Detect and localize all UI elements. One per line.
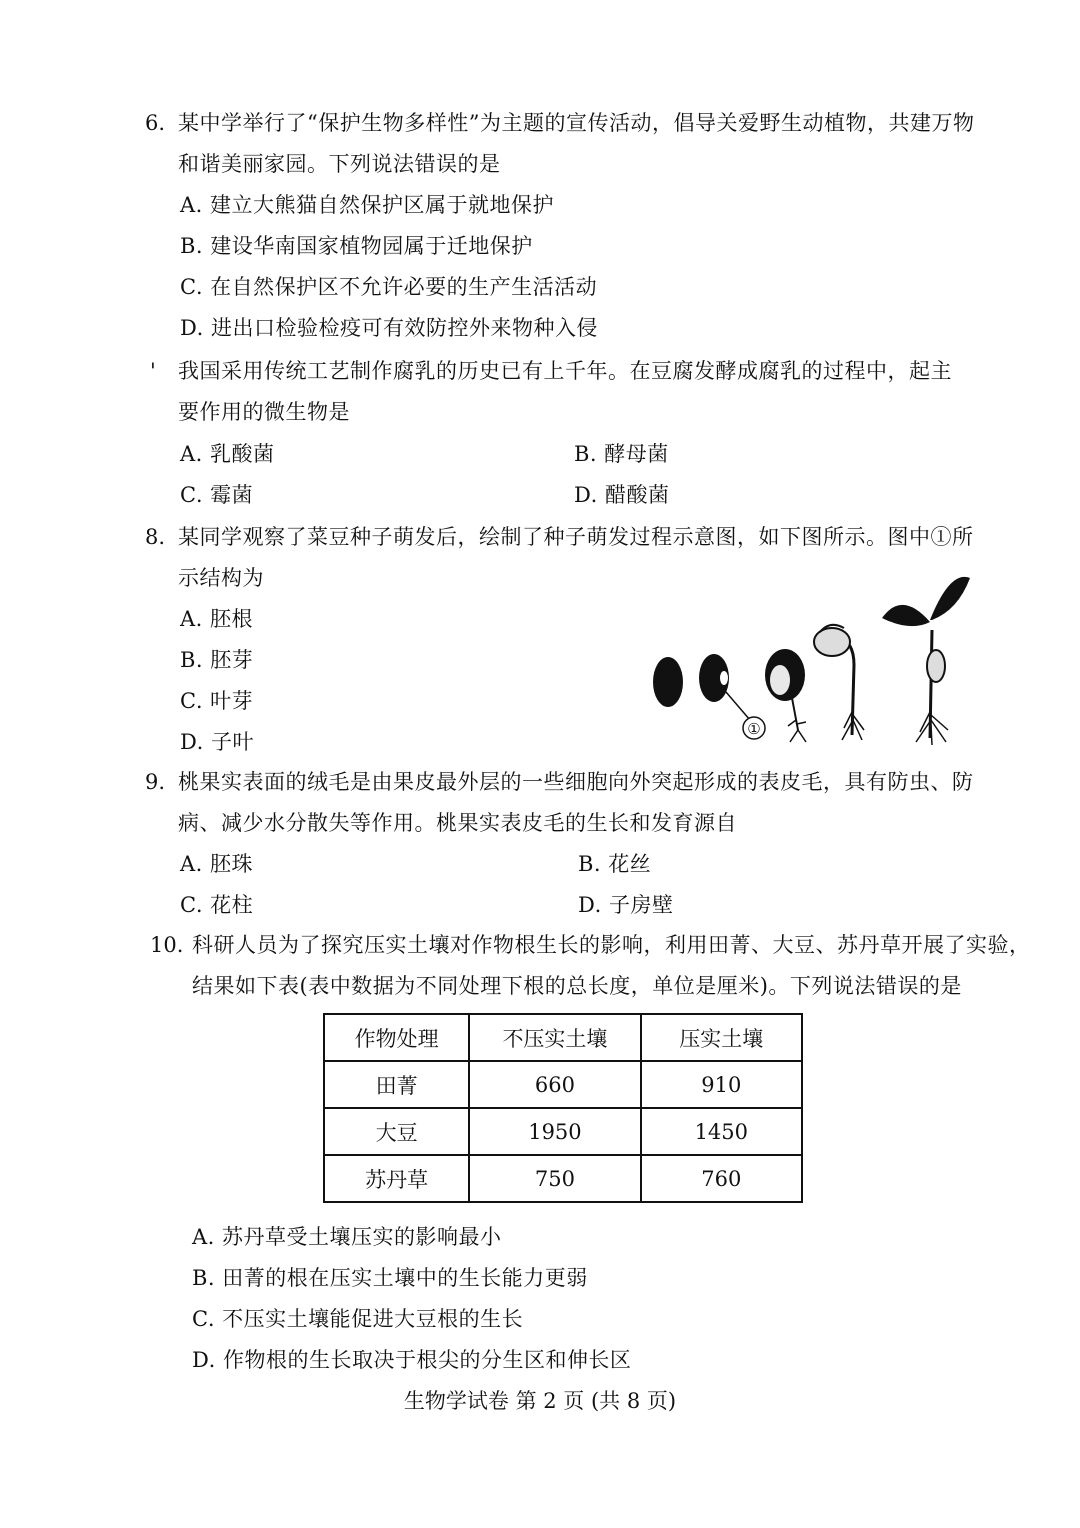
page-footer: 生物学试卷 第 2 页 (共 8 页) — [403, 1389, 677, 1413]
table-row — [324, 1155, 802, 1202]
seedling-stage-5 — [882, 577, 970, 745]
q10-option-d: D. 作物根的生长取决于根尖的分生区和伸长区 — [192, 1348, 632, 1372]
q8-stem-line1: 某同学观察了菜豆种子萌发后，绘制了种子萌发过程示意图，如下图所示。图中①所 — [178, 525, 974, 549]
q9-stem-line2: 病、减少水分散失等作用。桃果实表皮毛的生长和发育源自 — [178, 811, 737, 835]
q6-option-d: D. 进出口检验检疫可有效防控外来物种入侵 — [180, 316, 598, 340]
bean-seed-stage-3 — [765, 649, 806, 742]
q8-number: 8. — [145, 525, 166, 549]
q10-option-b: B. 田菁的根在压实土壤中的生长能力更弱 — [192, 1266, 588, 1290]
table-cell: 田菁 — [324, 1061, 469, 1108]
table-cell: 1950 — [469, 1108, 640, 1155]
root-length-table — [323, 1013, 803, 1203]
q9-option-d: D. 子房壁 — [578, 893, 674, 917]
q6-option-a: A. 建立大熊猫自然保护区属于就地保护 — [180, 193, 555, 217]
table-header-row — [324, 1014, 802, 1061]
table-row — [324, 1108, 802, 1155]
table-cell: 760 — [641, 1155, 802, 1202]
table-cell: 苏丹草 — [324, 1155, 469, 1202]
q6-option-b: B. 建设华南国家植物园属于迁地保护 — [180, 234, 533, 258]
q6-option-c: C. 在自然保护区不允许必要的生产生活活动 — [180, 275, 598, 299]
q10-stem-line1: 科研人员为了探究压实土壤对作物根生长的影响，利用田菁、大豆、苏丹草开展了实验， — [192, 933, 1031, 957]
table-cell: 1450 — [641, 1108, 802, 1155]
q10-number: 10. — [150, 933, 184, 957]
q9-option-c: C. 花柱 — [180, 893, 254, 917]
q8-option-b: B. 胚芽 — [180, 648, 254, 672]
q10-option-a: A. 苏丹草受土壤压实的影响最小 — [192, 1225, 502, 1249]
q7-number: ' — [150, 359, 156, 383]
q6-number: 6. — [145, 111, 166, 135]
q7-option-b: B. 酵母菌 — [574, 442, 669, 466]
q7-stem-line2: 要作用的微生物是 — [178, 400, 350, 424]
table-header: 不压实土壤 — [469, 1014, 640, 1061]
bean-seed-stage-1 — [653, 657, 683, 707]
table-cell: 750 — [469, 1155, 640, 1202]
table-cell: 大豆 — [324, 1108, 469, 1155]
table-header: 作物处理 — [324, 1014, 469, 1061]
q8-option-d: D. 子叶 — [180, 730, 254, 754]
q9-option-b: B. 花丝 — [578, 852, 652, 876]
q10-option-c: C. 不压实土壤能促进大豆根的生长 — [192, 1307, 524, 1331]
q9-option-a: A. 胚珠 — [180, 852, 254, 876]
label-leader-line — [726, 692, 750, 720]
table-row — [324, 1061, 802, 1108]
seed-germination-figure — [640, 570, 990, 750]
q7-option-d: D. 醋酸菌 — [574, 483, 670, 507]
q6-stem-line1: 某中学举行了“保护生物多样性”为主题的宣传活动，倡导关爱野生动植物，共建万物 — [178, 111, 975, 135]
q8-option-a: A. 胚根 — [180, 607, 254, 631]
q8-option-c: C. 叶芽 — [180, 689, 254, 713]
svg-text:①: ① — [747, 720, 761, 738]
table-cell: 660 — [469, 1061, 640, 1108]
bean-seed-stage-2 — [699, 654, 729, 702]
q6-stem-line2: 和谐美丽家园。下列说法错误的是 — [178, 152, 501, 176]
q9-stem-line1: 桃果实表面的绒毛是由果皮最外层的一些细胞向外突起形成的表皮毛，具有防虫、防 — [178, 770, 974, 794]
table-cell: 910 — [641, 1061, 802, 1108]
seedling-stage-4 — [814, 625, 864, 740]
q7-option-a: A. 乳酸菌 — [180, 442, 275, 466]
q8-stem-line2: 示结构为 — [178, 566, 264, 590]
q9-number: 9. — [145, 770, 166, 794]
q10-stem-line2: 结果如下表(表中数据为不同处理下根的总长度，单位是厘米)。下列说法错误的是 — [192, 974, 962, 998]
structure-label-1 — [743, 717, 765, 739]
q7-stem-line1: 我国采用传统工艺制作腐乳的历史已有上千年。在豆腐发酵成腐乳的过程中，起主 — [178, 359, 952, 383]
q7-option-c: C. 霉菌 — [180, 483, 254, 507]
table-header: 压实土壤 — [641, 1014, 802, 1061]
